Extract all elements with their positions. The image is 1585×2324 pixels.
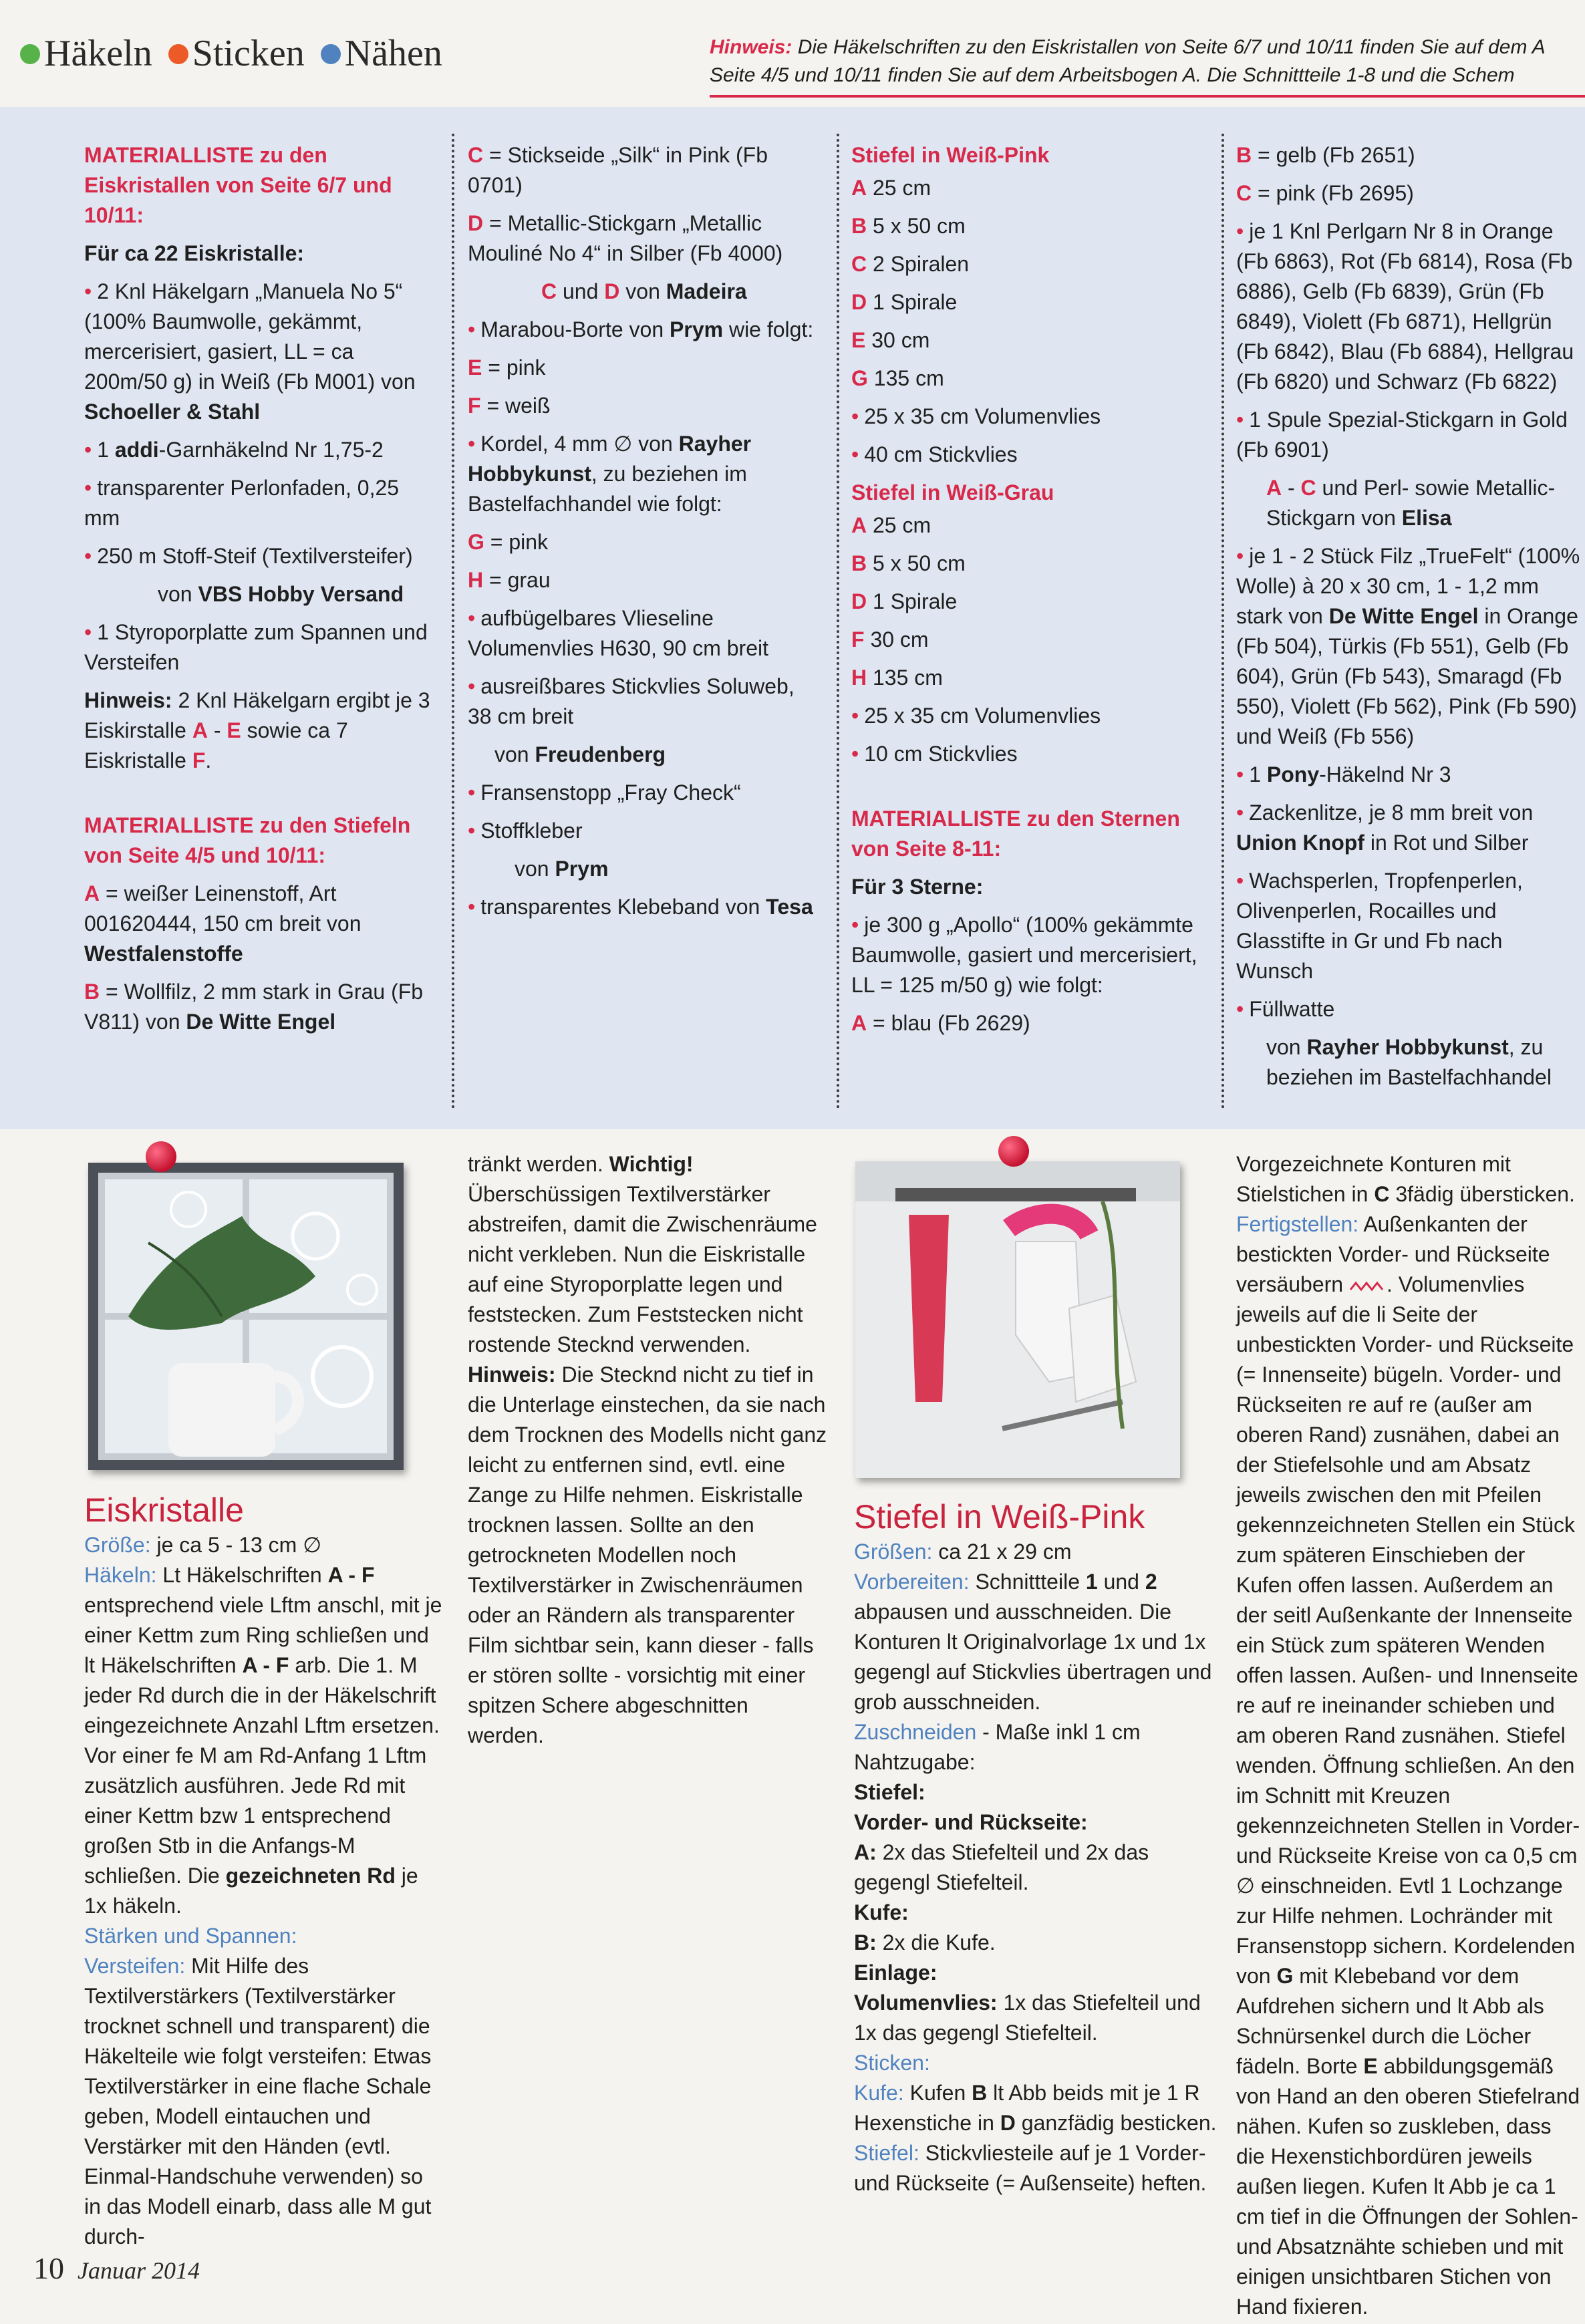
brand-haekeln: Häkeln xyxy=(44,33,152,74)
list-item: • Zackenlitze, je 8 mm breit von Union Knopf in Rot und Silber xyxy=(1236,798,1585,858)
list-item: • 25 x 35 cm Volumenvlies xyxy=(851,701,1212,731)
list-item: • Kordel, 4 mm ∅ von Rayher Hobbykunst, zu beziehen im Bastelfachhandel wie folgt: xyxy=(468,429,815,519)
size-list-grau xyxy=(851,511,1212,693)
hinweis-note: Hinweis: 2 Knl Häkelgarn ergibt je 3 Eiskirstalle A - E sowie ca 7 Eiskristalle F. xyxy=(84,688,430,772)
section-brand xyxy=(20,32,442,75)
heading-materialliste-eiskristalle: MATERIALLISTE zu den Eiskristallen von Seite 6/7 und 10/11: xyxy=(84,143,392,227)
size-list-item: B 5 x 50 cm xyxy=(851,551,966,575)
list-item: • aufbügelbares Vlieseline Volumenvlies H630, 90 cm breit xyxy=(468,603,815,664)
header-hinweis: Hinweis: Die Häkelschriften zu den Eiskristallen von Seite 6/7 und 10/11 finden Sie auf dem A Seite 4/5 und 10/11 finden Sie auf dem Arbeitsbogen A. Die Schnittteile 1-8 und die Schem xyxy=(710,36,1546,86)
materials-column-2: C = Stickseide „Silk“ in Pink (Fb 0701) D = Metallic-Stickgarn „Metallic Mouliné No 4“ in Silber (Fb 4000) C und D von Madeira • Marabou-Borte von Prym wie folgt: E = pink F = weiß • Kordel, 4 mm ∅ von Rayher Hobbykunst, zu beziehen im Bastelfachhandel wie folgt: G = pink H = grau • aufbügelbares Vlieseline Volumenvlies H630, 90 cm breit • ausreißbares Stickvlies Soluweb, 38 cm breit von Freudenberg • Fransenstopp „Fray Check“ • Stoffkleber von Prym • transparentes Klebeband von Tesa xyxy=(468,140,815,930)
skate-photo-illustration xyxy=(855,1161,1180,1478)
size-list-item: A 25 cm xyxy=(851,513,931,537)
page-footer xyxy=(33,2250,200,2286)
heading-stiefel-weiss-grau: Stiefel in Weiß-Grau xyxy=(851,480,1054,504)
size-list-item: A 25 cm xyxy=(851,176,931,200)
list-item: • ausreißbares Stickvlies Soluweb, 38 cm breit xyxy=(468,672,815,732)
list-item: • 10 cm Stickvlies xyxy=(851,739,1212,769)
instructions-eiskristalle: Eiskristalle Größe: je ca 5 - 13 cm ∅ Häkeln: Lt Häkelschriften A - F entsprechend viele Lftm anschl, mit je einer Kettm zum Ring schließen und lt Häkelschriften A - F arb. Die 1. M jeder Rd durch die in der Häkelschrift eingezeichnete Anzahl Lftm ersetzen. Vor einer fe M am Rd-Anfang 1 Lftm zusätzlich ausführen. Jede Rd mit einer Kettm bzw 1 entsprechend großen Stb in die Anfangs-M schließen. Die gezeichneten Rd je 1x häkeln. Stärken und Spannen: Versteifen: Mit Hilfe des Textilverstärkers (Textilverstärker trocknet schnell und transparent) die Häkelteile wie folgt versteifen: Etwas Textilverstärker in eine flache Schale geben, Modell eintauchen und Verstärker mit den Händen (evtl. Einmal-Handschuhe verwenden) so in das Modell einarb, dass alle M gut durch- xyxy=(84,1490,445,2252)
instructions-stiefel-cont: Vorgezeichnete Konturen mit Stielstichen in C 3fädig übersticken. Fertigstellen: Außenkanten der bestickten Vorder- und Rückseite versäubern . Volumenvlies jeweils auf die li Seite der unbestickten Vorder- und Rückseite (= Innenseite) bügeln. Vorder- und Rückseiten re auf re (außer am oberen Rand) zusnähen, dabei an der Stiefelsohle und am Absatz jeweils zwischen den mit Pfeilen gekennzeichneten Stellen ein Stück zum späteren Einschieben der Kufen offen lassen. Außerdem an der seitl Außenkante der Innenseite ein Stück zum späteren Wenden offen lassen. Außen- und Innenseite re auf re ineinander schieben und am oberen Rand zusnähen. Stiefel wenden. Öffnung schließen. An den im Schnitt mit Kreuzen gekennzeichneten Stellen in Vorder- und Rückseite Kreise von ca 0,5 cm ∅ einschneiden. Evtl 1 Lochzange zur Hilfe nehmen. Lochränder mit Fransenstopp sichern. Kordelenden von G mit Klebeband vor dem Aufdrehen sichern und lt Abb als Schnürsenkel durch die Löcher fädeln. Borte E abbildungsgemäß von Hand an den oberen Stiefelrand nähen. Kufen so zuskleben, dass die Hexenstichbordüren jeweils außen liegen. Kufen lt Abb je ca 1 cm tief in die Öffnungen der Sohlen- und Absatznähte schieben und mit einigen unsichtbaren Stichen von Hand fixieren. xyxy=(1236,1152,1580,2319)
list-item: • 40 cm Stickvlies xyxy=(851,440,1212,470)
page-header xyxy=(0,0,1585,107)
heading-stiefel-weiss-pink: Stiefel in Weiß-Pink xyxy=(851,143,1050,167)
page-number: 10 xyxy=(33,2251,64,2285)
list-item: • 1 addi-Garnhäkelnd Nr 1,75-2 xyxy=(84,435,438,465)
title-eiskristalle: Eiskristalle xyxy=(84,1491,244,1529)
brand-sticken: Sticken xyxy=(192,33,305,74)
snowflake-photo-illustration xyxy=(88,1163,404,1470)
size-list-item: H 135 cm xyxy=(851,666,943,690)
brand-naehen: Nähen xyxy=(344,33,442,74)
list-item: • Fransenstopp „Fray Check“ xyxy=(468,778,815,808)
list-item: • je 300 g „Apollo“ (100% gekämmte Baumwolle, gasiert und mercerisiert, LL = 125 m/50 g) wie folgt: xyxy=(851,910,1212,1000)
list-item: • 250 m Stoff-Steif (Textilversteifer) xyxy=(84,541,438,571)
header-rule xyxy=(710,95,1585,98)
list-item: • Stoffkleber xyxy=(468,816,815,846)
list-item: • Wachsperlen, Tropfenperlen, Olivenperlen, Rocailles und Glasstifte in Gr und Fb nach Wunsch xyxy=(1236,866,1585,986)
materials-column-3: Stiefel in Weiß-Pink A 25 cm B 5 x 50 cm C 2 Spiralen D 1 Spirale E 30 cm G 135 cm • 25 x 35 cm Volumenvlies • 40 cm Stickvlies Stiefel in Weiß-Grau A 25 cm B 5 x 50 cm D 1 Spirale F 30 cm H 135 cm • 25 x 35 cm Volumenvlies • 10 cm Stickvlies MATERIALLISTE zu den Sternen von Seite 8-11: Für 3 Sterne: • je 300 g „Apollo“ (100% gekämmte Baumwolle, gasiert und mercerisiert, LL = 125 m/50 g) wie folgt: A = blau (Fb 2629) xyxy=(851,140,1212,1046)
list-item: • 2 Knl Häkelgarn „Manuela No 5“ (100% Baumwolle, gekämmt, mercerisiert, gasiert, LL = ca 200m/50 g) in Weiß (Fb M001) von Schoeller & Stahl xyxy=(84,277,438,427)
heading-materialliste-stiefel: MATERIALLISTE zu den Stiefeln von Seite 4/5 und 10/11: xyxy=(84,813,411,867)
size-list-item: D 1 Spirale xyxy=(851,290,958,314)
pin-icon xyxy=(998,1136,1029,1167)
list-item: • je 1 Knl Perlgarn Nr 8 in Orange (Fb 6863), Rot (Fb 6814), Rosa (Fb 6886), Gelb (Fb 6839), Grün (Fb 6849), Violett (Fb 6871), Hellgrün (Fb 6842), Blau (Fb 6884), Hellgrau (Fb 6820) und Schwarz (Fb 6822) xyxy=(1236,216,1585,397)
pin-icon xyxy=(146,1141,176,1172)
list-item: • 25 x 35 cm Volumenvlies xyxy=(851,402,1212,432)
photo-eiskristalle xyxy=(88,1163,404,1470)
column-divider xyxy=(1221,134,1224,1109)
list-item: • 1 Spule Spezial-Stickgarn in Gold (Fb 6901) xyxy=(1236,405,1585,465)
zigzag-stitch-icon xyxy=(1349,1279,1387,1294)
orange-dot-icon xyxy=(168,44,188,64)
size-list-item: C 2 Spiralen xyxy=(851,252,970,276)
title-stiefel-weiss-pink: Stiefel in Weiß-Pink xyxy=(854,1498,1145,1536)
issue-date: Januar 2014 xyxy=(78,2257,200,2284)
size-list-item: G 135 cm xyxy=(851,366,944,390)
green-dot-icon xyxy=(20,44,40,64)
instructions-eiskristalle-cont: tränkt werden. Wichtig! Überschüssigen Textilverstärker abstreifen, damit die Zwischenräume nicht verkleben. Nun die Eiskristalle auf eine Styroporplatte legen und feststecken. Zum Feststecken nicht rostende Stecknd verwenden. Hinweis: Die Stecknd nicht zu tief in die Unterlage einstechen, da sie nach dem Trocknen des Modells nicht ganz leicht zu entfernen sind, evtl. eine Zange zu Hilfe nehmen. Eiskristalle trocknen lassen. Sollte an den getrockneten Modellen noch Textilverstärker in Zwischenräumen oder an Rändern als transparenter Film sichtbar sein, kann dieser - falls er stören sollte - vorsichtig mit einer spitzen Schere abgeschnitten werden. xyxy=(468,1152,827,1747)
list-item: • Füllwatte xyxy=(1236,994,1585,1024)
list-item: • 1 Styroporplatte zum Spannen und Versteifen xyxy=(84,617,438,678)
size-list-item: D 1 Spirale xyxy=(851,589,958,613)
list-item: • je 1 - 2 Stück Filz „TrueFelt“ (100% Wolle) à 20 x 30 cm, 1 - 1,2 mm stark von De Witte Engel in Orange (Fb 504), Türkis (Fb 551), Gelb (Fb 604), Grün (Fb 543), Smaragd (Fb 550), Violett (Fb 562), Pink (Fb 590) und Weiß (Fb 556) xyxy=(1236,541,1585,752)
blue-dot-icon xyxy=(321,44,341,64)
list-item: • 1 Pony-Häkelnd Nr 3 xyxy=(1236,760,1585,790)
materials-column-4: B = gelb (Fb 2651) C = pink (Fb 2695) • je 1 Knl Perlgarn Nr 8 in Orange (Fb 6863), Rot (Fb 6814), Rosa (Fb 6886), Gelb (Fb 6839), Grün (Fb 6849), Violett (Fb 6871), Hellgrün (Fb 6842), Blau (Fb 6884), Hellgrau (Fb 6820) und Schwarz (Fb 6822) • 1 Spule Spezial-Stickgarn in Gold (Fb 6901) A - C und Perl- sowie Metallic-Stickgarn von Elisa • je 1 - 2 Stück Filz „TrueFelt“ (100% Wolle) à 20 x 30 cm, 1 - 1,2 mm stark von De Witte Engel in Orange (Fb 504), Türkis (Fb 551), Gelb (Fb 604), Grün (Fb 543), Smaragd (Fb 550), Violett (Fb 562), Pink (Fb 590) und Weiß (Fb 556) • 1 Pony-Häkelnd Nr 3 • Zackenlitze, je 8 mm breit von Union Knopf in Rot und Silber • Wachsperlen, Tropfenperlen, Olivenperlen, Rocailles und Glasstifte in Gr und Fb nach Wunsch • Füllwatte von Rayher Hobbykunst, zu beziehen im Bastelfachhandel xyxy=(1236,140,1585,1101)
size-list-item: F 30 cm xyxy=(851,627,929,651)
photo-stiefel xyxy=(855,1161,1180,1478)
instructions-stiefel: Stiefel in Weiß-Pink Größen: ca 21 x 29 cm Vorbereiten: Schnittteile 1 und 2 abpausen und ausschneiden. Die Konturen lt Originalvorlage 1x und 1x gegengl auf Stickvlies übertragen und grob ausschneiden. Zuschneiden - Maße inkl 1 cm Nahtzugabe: Stiefel: Vorder- und Rückseite: A: 2x das Stiefelteil und 2x das gegengl Stiefelteil. Kufe: B: 2x die Kufe. Einlage: Volumenvlies: 1x das Stiefelteil und 1x das gegengl Stiefelteil. Sticken: Kufe: Kufen B lt Abb beids mit je 1 R Hexenstiche in D ganzfädig besticken. Stiefel: Stickvliesteile auf je 1 Vorder- und Rückseite (= Außenseite) heften. xyxy=(854,1497,1218,2198)
list-item: • transparenter Perlonfaden, 0,25 mm xyxy=(84,473,438,533)
size-list-item: B 5 x 50 cm xyxy=(851,214,966,238)
list-item: • Marabou-Borte von Prym wie folgt: xyxy=(468,315,815,345)
column-divider xyxy=(837,134,839,1109)
list-item: • transparentes Klebeband von Tesa xyxy=(468,892,815,922)
heading-materialliste-sterne: MATERIALLISTE zu den Sternen von Seite 8-11: xyxy=(851,807,1180,861)
column-divider xyxy=(452,134,454,1109)
materials-column-1: MATERIALLISTE zu den Eiskristallen von Seite 6/7 und 10/11: Für ca 22 Eiskristalle: • 2 Knl Häkelgarn „Manuela No 5“ (100% Baumwolle, gekämmt, mercerisiert, gasiert, LL = ca 200m/50 g) in Weiß (Fb M001) von Schoeller & Stahl • 1 addi-Garnhäkelnd Nr 1,75-2 • transparenter Perlonfaden, 0,25 mm • 250 m Stoff-Steif (Textilversteifer) von VBS Hobby Versand • 1 Styroporplatte zum Spannen und Versteifen Hinweis: 2 Knl Häkelgarn ergibt je 3 Eiskirstalle A - E sowie ca 7 Eiskristalle F. MATERIALLISTE zu den Stiefeln von Seite 4/5 und 10/11: A = weißer Leinenstoff, Art 001620444, 150 cm breit von Westfalenstoffe B = Wollfilz, 2 mm stark in Grau (Fb V811) von De Witte Engel xyxy=(84,140,438,1045)
size-list-pink xyxy=(851,173,1212,394)
size-list-item: E 30 cm xyxy=(851,328,930,352)
